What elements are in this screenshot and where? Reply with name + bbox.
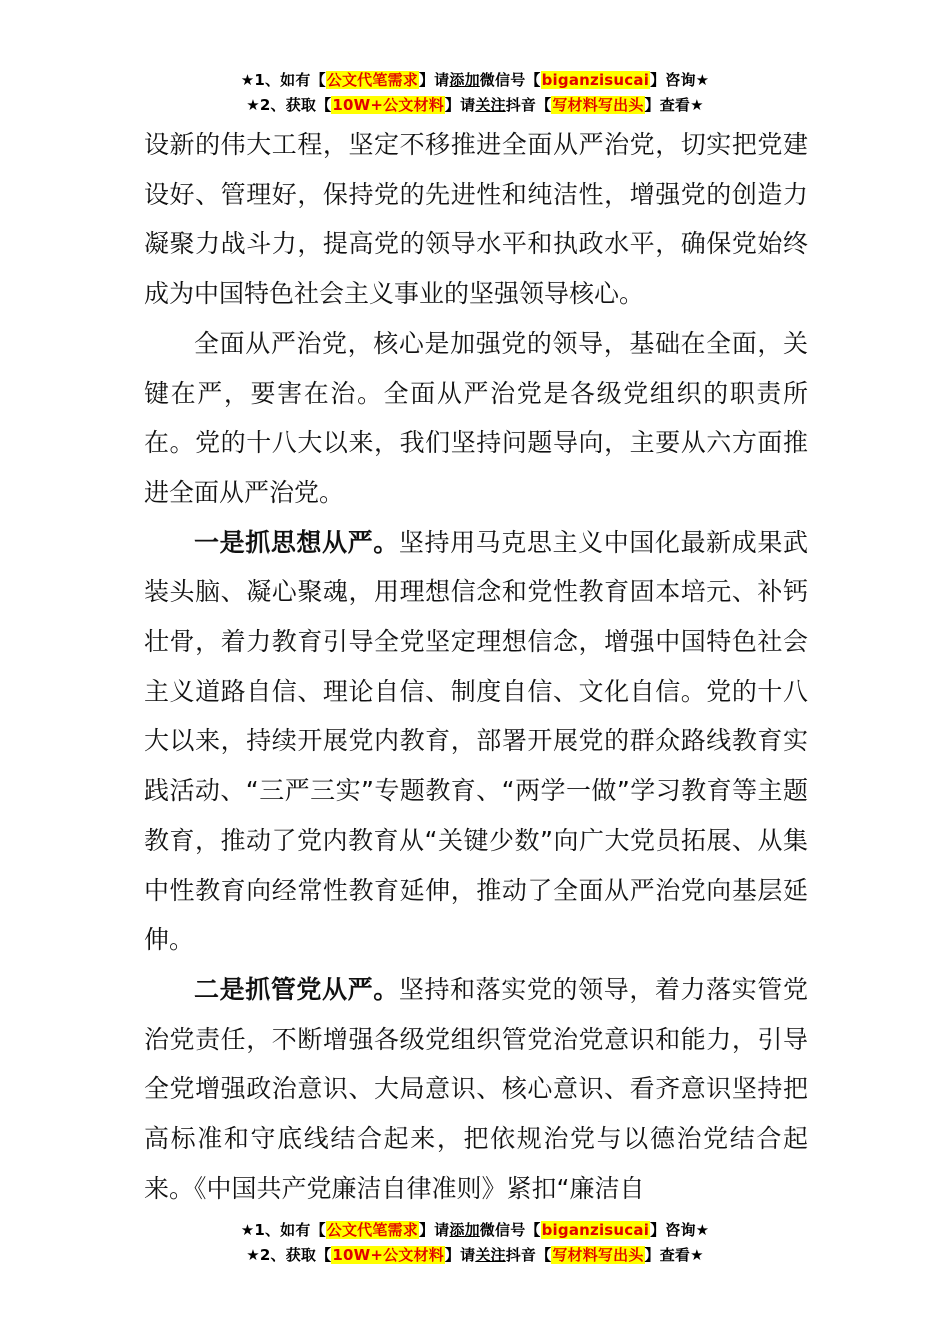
highlight-materials: 10W+公文材料 [332,96,444,114]
banner-emphasis: 关注 [475,1246,506,1264]
paragraph-3-lead: 一是抓思想从严。 [194,527,399,557]
banner-text: 】请 [444,96,476,114]
banner-text: 】请 [418,1221,450,1239]
banner-text: 微信号【 [479,71,541,89]
banner-emphasis: 添加 [449,1221,480,1239]
banner-line-1 [0,1218,950,1243]
document-body [144,120,808,1213]
highlight-wechat-id: biganzisucai [541,71,650,89]
banner-text: 】咨询★ [650,71,710,89]
banner-line-2 [0,93,950,118]
highlight-ghostwriting: 公文代笔需求 [326,71,418,89]
highlight-ghostwriting: 公文代笔需求 [326,1221,418,1239]
paragraph-4-lead: 二是抓管党从严。 [194,974,399,1004]
banner-text: 】咨询★ [650,1221,710,1239]
banner-text: ★1、如有【 [240,1221,326,1239]
banner-text: 】查看★ [644,1246,704,1264]
banner-text: 抖音【 [505,96,552,114]
paragraph-2: 全面从严治党，核心是加强党的领导，基础在全面，关键在严，要害在治。全面从严治党是各级党组织的职责所在。党的十八大以来，我们坚持问题导向，主要从六方面推进全面从严治党。 [144,328,808,507]
paragraph-1: 设新的伟大工程，坚定不移推进全面从严治党，切实把党建设好、管理好，保持党的先进性和纯洁性，增强党的创造力凝聚力战斗力，提高党的领导水平和执政水平，确保党始终成为中国特色社会主义事业的坚强领导核心。 [144,130,808,309]
banner-text: ★1、如有【 [240,71,326,89]
paragraph-3-body: 坚持用马克思主义中国化最新成果武装头脑、凝心聚魂，用理想信念和党性教育固本培元、补钙壮骨，着力教育引导全党坚定理想信念，增强中国特色社会主义道路自信、理论自信、制度自信、文化自信。党的十八大以来，持续开展党内教育，部署开展党的群众路线教育实践活动、“三严三实”专题教育、“两学一做”学习教育等主题教育，推动了党内教育从“关键少数”向广大党员拓展、从集中性教育向经常性教育延伸，推动了全面从严治党向基层延伸。 [144,527,808,955]
banner-text: 抖音【 [505,1246,552,1264]
highlight-douyin-id: 写材料写出头 [552,1246,644,1264]
banner-emphasis: 关注 [475,96,506,114]
banner-text: 】查看★ [644,96,704,114]
banner-text: ★2、获取【 [246,1246,332,1264]
footer-banner [0,1218,950,1268]
highlight-materials: 10W+公文材料 [332,1246,444,1264]
paragraph-4 [144,965,808,1214]
paragraph-4-body: 坚持和落实党的领导，着力落实管党治党责任，不断增强各级党组织管党治党意识和能力，引导全党增强政治意识、大局意识、核心意识、看齐意识坚持把高标准和守底线结合起来，把依规治党与以德治党结合起来。《中国共产党廉洁自律准则》紧扣“廉洁自 [144,974,808,1203]
banner-line-1 [0,68,950,93]
banner-text: ★2、获取【 [246,96,332,114]
highlight-douyin-id: 写材料写出头 [552,96,644,114]
banner-line-2 [0,1243,950,1268]
header-banner [0,68,950,118]
highlight-wechat-id: biganzisucai [541,1221,650,1239]
banner-emphasis: 添加 [449,71,480,89]
banner-text: 】请 [444,1246,476,1264]
paragraph-3 [144,518,808,965]
banner-text: 】请 [418,71,450,89]
banner-text: 微信号【 [479,1221,541,1239]
